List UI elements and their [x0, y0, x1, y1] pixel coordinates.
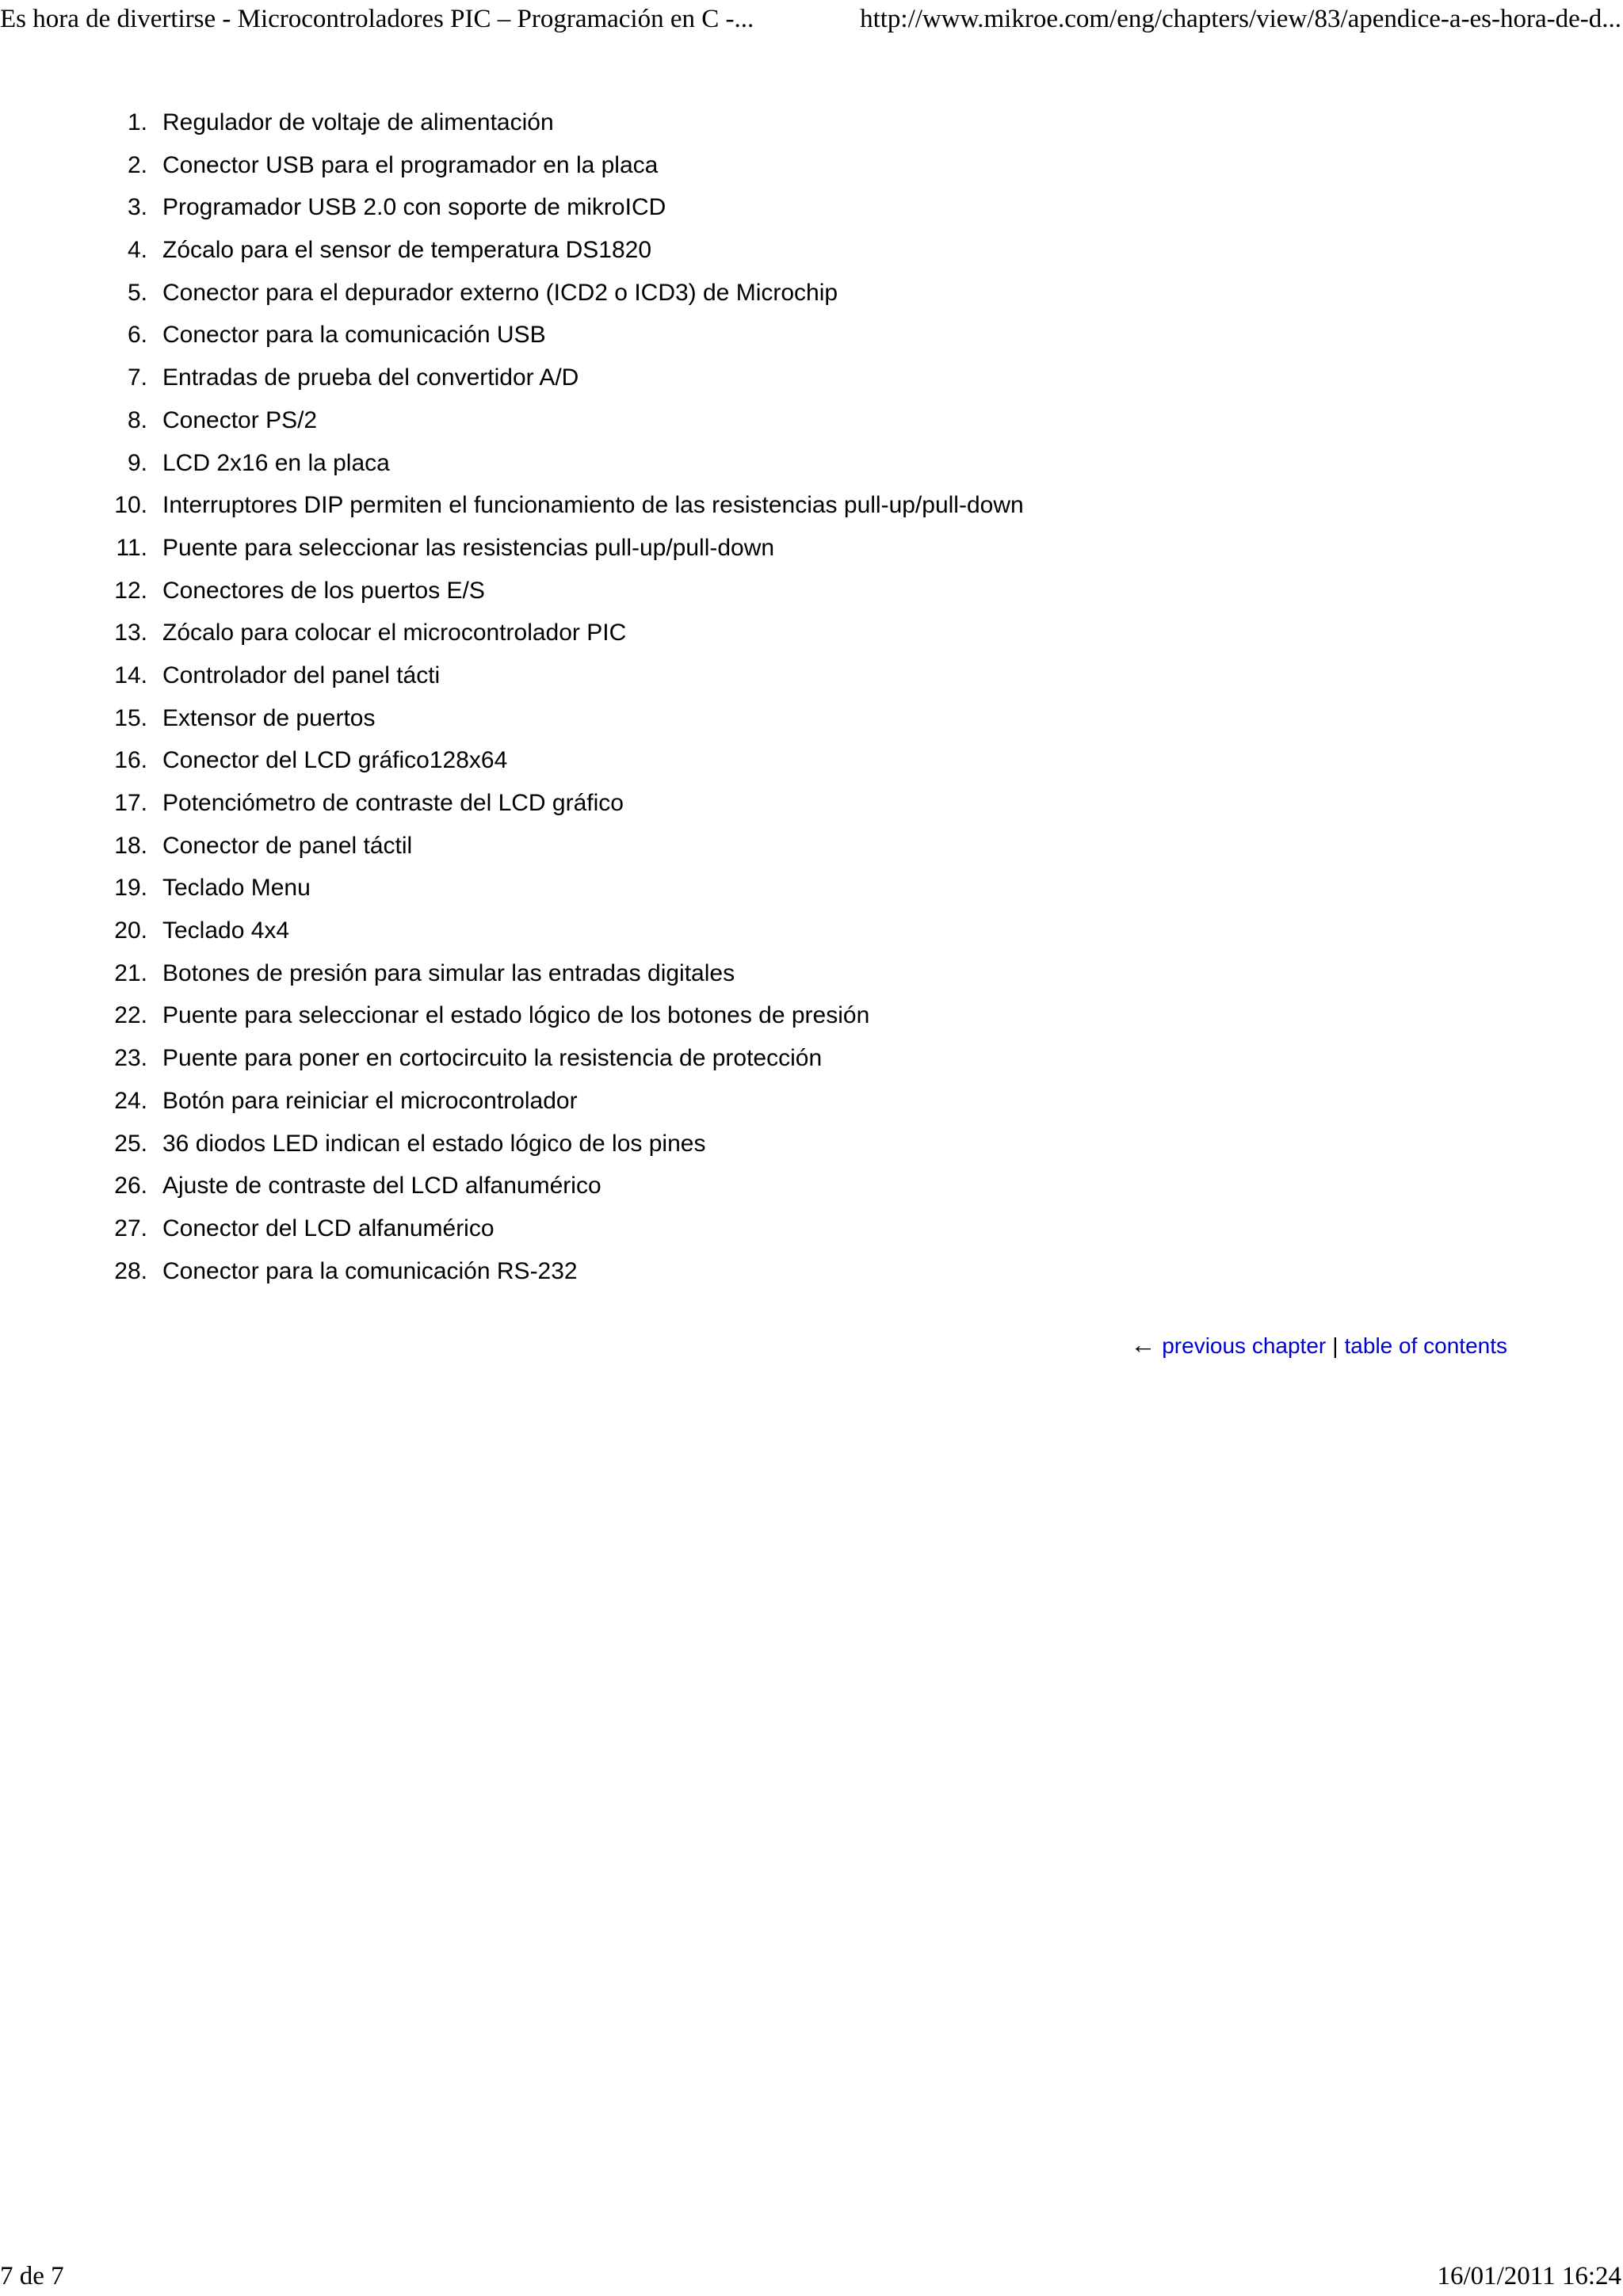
list-item — [0, 1207, 1623, 1250]
list-item-text: Conector para la comunicación USB — [162, 322, 546, 349]
list-item — [0, 825, 1623, 868]
list-item — [0, 739, 1623, 782]
list-item-text: 36 diodos LED indican el estado lógico de los pines — [162, 1130, 706, 1157]
nav-separator: | — [1332, 1333, 1338, 1358]
list-item-number: 16. — [114, 747, 147, 774]
list-item — [0, 867, 1623, 910]
list-item — [0, 994, 1623, 1037]
component-list — [0, 101, 1623, 1292]
list-item-text: Conector de panel táctil — [162, 832, 413, 859]
list-item-text: Conector para la comunicación RS-232 — [162, 1257, 578, 1284]
list-item — [0, 654, 1623, 697]
table-of-contents-link[interactable]: table of contents — [1344, 1333, 1507, 1358]
list-item — [0, 1080, 1623, 1123]
list-item-text: Conector PS/2 — [162, 406, 318, 433]
list-item-text: Ajuste de contraste del LCD alfanumérico — [162, 1173, 601, 1199]
list-item-number: 2. — [127, 151, 147, 178]
list-item-number: 3. — [127, 194, 147, 221]
list-item-text: Potenciómetro de contraste del LCD gráfico — [162, 790, 624, 816]
list-item — [0, 782, 1623, 825]
list-item-number: 5. — [127, 279, 147, 306]
list-item-text: Programador USB 2.0 con soporte de mikroICD — [162, 194, 666, 221]
list-item-number: 20. — [114, 917, 147, 944]
list-item-number: 19. — [114, 875, 147, 902]
list-item-number: 13. — [114, 620, 147, 646]
list-item-number: 17. — [114, 790, 147, 816]
list-item — [0, 910, 1623, 952]
list-item-text: Conectores de los puertos E/S — [162, 577, 485, 604]
list-item-number: 28. — [114, 1257, 147, 1284]
list-item-number: 23. — [114, 1045, 147, 1072]
list-item-number: 18. — [114, 832, 147, 859]
list-item — [0, 527, 1623, 570]
list-item-number: 1. — [127, 109, 147, 135]
print-datetime: 16/01/2011 16:24 — [1437, 2262, 1621, 2290]
list-item-number: 12. — [114, 577, 147, 604]
list-item — [0, 697, 1623, 740]
list-item-text: Zócalo para el sensor de temperatura DS1820 — [162, 237, 652, 264]
list-item — [0, 314, 1623, 357]
list-item-number: 8. — [127, 406, 147, 433]
list-item — [0, 1037, 1623, 1080]
list-item-text: Teclado 4x4 — [162, 917, 290, 944]
list-item — [0, 144, 1623, 187]
list-item-text: Puente para seleccionar el estado lógico de los botones de presión — [162, 1002, 870, 1029]
chapter-navigation — [1130, 1325, 1507, 1366]
list-item-text: Conector del LCD alfanumérico — [162, 1215, 495, 1241]
list-item-text: Entradas de prueba del convertidor A/D — [162, 364, 579, 391]
list-item-text: Botones de presión para simular las entradas digitales — [162, 959, 735, 986]
list-item-number: 10. — [114, 492, 147, 519]
list-item — [0, 186, 1623, 229]
list-item-number: 11. — [116, 534, 147, 561]
list-item-number: 25. — [114, 1130, 147, 1157]
list-item-text: Conector del LCD gráfico128x64 — [162, 747, 508, 774]
left-arrow-icon: ← — [1130, 1330, 1156, 1359]
list-item-text: Puente para poner en cortocircuito la resistencia de protección — [162, 1045, 823, 1072]
list-item-text: Puente para seleccionar las resistencias pull-up/pull-down — [162, 534, 775, 561]
list-item — [0, 484, 1623, 527]
list-item-text: Botón para reiniciar el microcontrolador — [162, 1087, 578, 1114]
list-item — [0, 1165, 1623, 1207]
list-item-number: 15. — [114, 704, 147, 731]
main-content — [0, 101, 1623, 1292]
list-item-number: 9. — [127, 449, 147, 476]
list-item-number: 6. — [127, 322, 147, 349]
list-item-number: 26. — [114, 1173, 147, 1199]
list-item-number: 4. — [127, 237, 147, 264]
list-item — [0, 442, 1623, 485]
list-item-number: 22. — [114, 1002, 147, 1029]
list-item — [0, 612, 1623, 654]
print-footer — [0, 2256, 1623, 2296]
list-item — [0, 101, 1623, 144]
list-item-text: LCD 2x16 en la placa — [162, 449, 390, 476]
page-url: http://www.mikroe.com/eng/chapters/view/83/apendice-a-es-hora-de-d... — [860, 5, 1621, 33]
list-item-number: 27. — [114, 1215, 147, 1241]
list-item-text: Interruptores DIP permiten el funcionamiento de las resistencias pull-up/pull-down — [162, 492, 1024, 519]
list-item-number: 7. — [127, 364, 147, 391]
list-item — [0, 1123, 1623, 1165]
list-item-text: Conector para el depurador externo (ICD2 o ICD3) de Microchip — [162, 279, 838, 306]
page-title: Es hora de divertirse - Microcontroladores PIC – Programación en C -... — [0, 5, 754, 33]
list-item-number: 21. — [114, 959, 147, 986]
list-item-text: Controlador del panel tácti — [162, 662, 441, 688]
previous-chapter-link[interactable]: previous chapter — [1162, 1333, 1327, 1358]
list-item — [0, 399, 1623, 442]
list-item — [0, 570, 1623, 612]
list-item-text: Zócalo para colocar el microcontrolador PIC — [162, 620, 627, 646]
list-item — [0, 357, 1623, 399]
list-item-text: Conector USB para el programador en la placa — [162, 151, 659, 178]
list-item-text: Regulador de voltaje de alimentación — [162, 109, 554, 135]
print-header — [0, 0, 1623, 38]
list-item-number: 14. — [114, 662, 147, 688]
list-item-text: Extensor de puertos — [162, 704, 376, 731]
list-item-text: Teclado Menu — [162, 875, 311, 902]
list-item — [0, 952, 1623, 995]
list-item-number: 24. — [114, 1087, 147, 1114]
list-item — [0, 272, 1623, 315]
page-counter: 7 de 7 — [0, 2262, 64, 2290]
list-item — [0, 1250, 1623, 1293]
list-item — [0, 229, 1623, 272]
